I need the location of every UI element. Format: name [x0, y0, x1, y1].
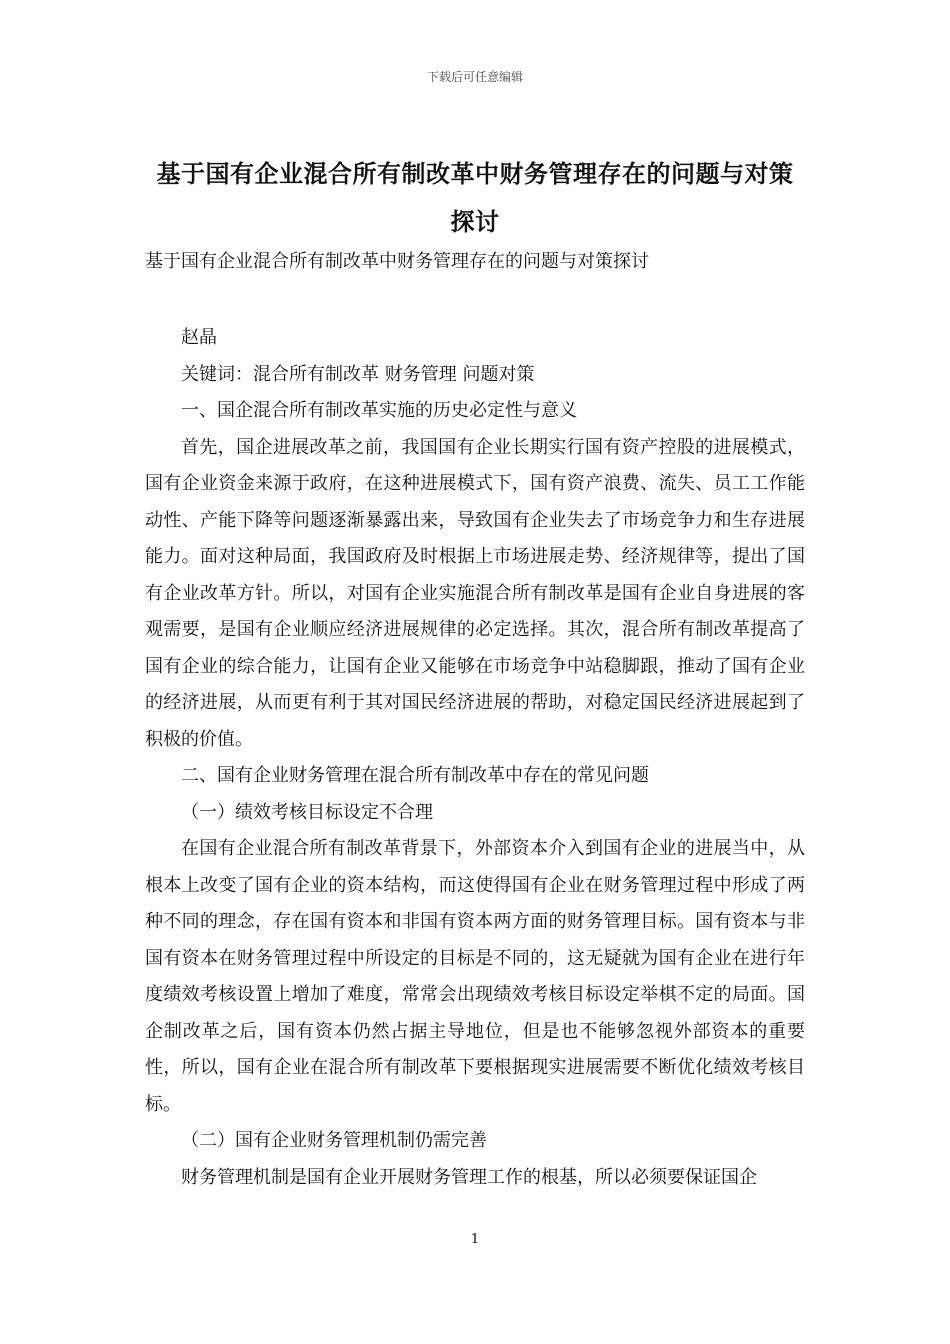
section-heading-1: 一、国企混合所有制改革实施的历史必定性与意义: [181, 400, 577, 421]
subsection-heading-1: （一）绩效考核目标设定不合理: [181, 801, 433, 823]
page-number: 1: [470, 1232, 480, 1247]
subsection-heading-2: （二）国有企业财务管理机制仍需完善: [181, 1130, 487, 1151]
author-name: 赵晶: [181, 327, 217, 348]
section-heading-2: 二、国有企业财务管理在混合所有制改革中存在的常见问题: [181, 765, 649, 786]
keywords-line: 关键词：混合所有制改革 财务管理 问题对策: [181, 363, 535, 385]
document-subtitle: 基于国有企业混合所有制改革中财务管理存在的问题与对策探讨: [145, 251, 649, 272]
paragraph-2: 在国有企业混合所有制改革背景下，外部资本介入到国有企业的进展当中，从根本上改变了国有企业的资本结构，而这使得国有企业在财务管理过程中形成了两种不同的理念，存在国有资本和非国有资本两方面的财务管理目标。国有资本与非国有资本在财务管理过程中所设定的目标是不同的，这无疑就为国有企业在进行年度绩效考核设置上增加了难度，常常会出现绩效考核目标设定举棋不定的局面。国企制改革之后，国有资本仍然占据主导地位，但是也不能够忽视外部资本的重要性，所以，国有企业在混合所有制改革下要根据现实进展需要不断优化绩效考核目标。: [145, 838, 805, 1115]
paragraph-3: 财务管理机制是国有企业开展财务管理工作的根基，所以必须要保证国企: [181, 1166, 757, 1188]
document-title: 基于国有企业混合所有制改革中财务管理存在的问题与对策探讨: [156, 159, 794, 236]
paragraph-1: 首先，国企进展改革之前，我国国有企业长期实行国有资产控股的进展模式，国有企业资金来源于政府，在这种进展模式下，国有资产浪费、流失、员工工作能动性、产能下降等问题逐渐暴露出来，导致国有企业失去了市场竞争力和生存进展能力。面对这种局面，我国政府及时根据上市场进展走势、经济规律等，提出了国有企业改革方针。所以，对国有企业实施混合所有制改革是国有企业自身进展的客观需要，是国有企业顺应经济进展规律的必定选择。其次，混合所有制改革提高了国有企业的综合能力，让国有企业又能够在市场竞争中站稳脚跟，推动了国有企业的经济进展，从而更有利于其对国民经济进展的帮助，对稳定国民经济进展起到了积极的价值。: [145, 436, 805, 750]
document-body: [145, 320, 805, 1196]
page-header: 下载后可任意编辑: [426, 70, 523, 84]
